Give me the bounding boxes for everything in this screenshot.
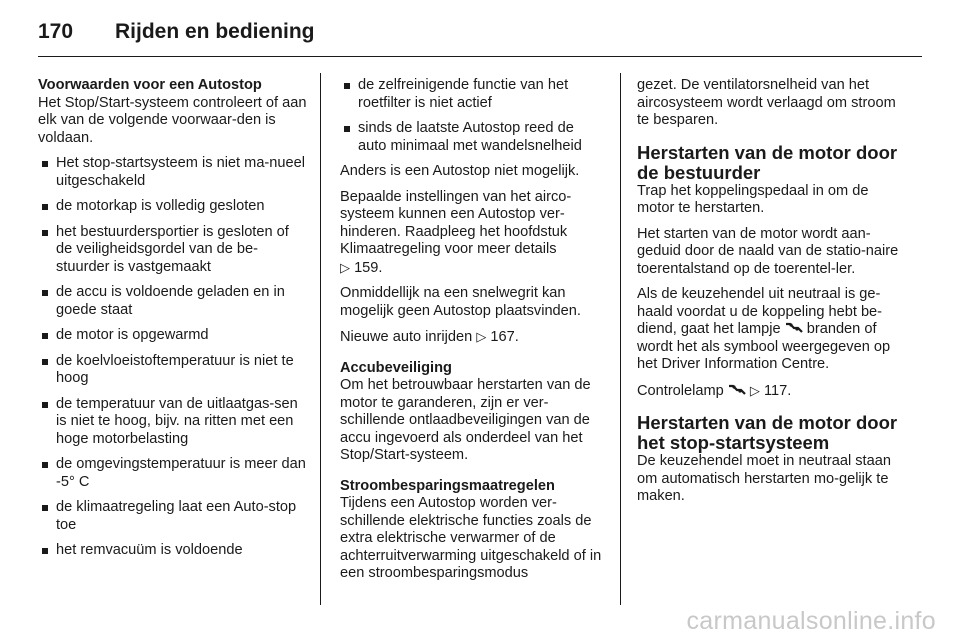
bullet-icon bbox=[344, 126, 350, 132]
watermark: carmanualsonline.info bbox=[686, 607, 936, 635]
reference-arrow-icon: ▷ bbox=[749, 382, 760, 398]
bullet-icon bbox=[42, 462, 48, 468]
list-item: de omgevingstemperatuur is meer dan -5° C bbox=[38, 456, 308, 491]
conditions-list bbox=[38, 155, 308, 560]
list-item: de motorkap is volledig gesloten bbox=[38, 198, 308, 216]
list-item: de accu is voldoende geladen en in goede staat bbox=[38, 284, 308, 319]
list-item: de koelvloeistoftemperatuur is niet te hoog bbox=[38, 353, 308, 388]
list-item: het bestuurdersportier is gesloten of de veiligheidsgordel van de be-stuurder is vastgemaakt bbox=[38, 224, 308, 277]
paragraph: Als de keuzehendel uit neutraal is ge-haald voordat u de koppeling hebt be-diend, gaat het lampje branden of wordt het als symbool weergegeven op het Driver Information Centre. bbox=[637, 286, 891, 372]
list-item: de zelfreinigende functie van het roetfilter is niet actief bbox=[340, 77, 606, 112]
section-heading-auto-restart: Herstarten van de motor door het stop-startsysteem bbox=[637, 412, 898, 453]
page-reference-link[interactable]: 167. bbox=[490, 329, 519, 345]
section-heading-autostop-conditions: Voorwaarden voor een Autostop bbox=[38, 77, 262, 93]
page-title: Rijden en bediening bbox=[115, 20, 315, 43]
page-reference-link[interactable]: 117. bbox=[763, 382, 792, 399]
paragraph: Tijdens een Autostop worden ver-schillende elektrische functies zoals de extra elektrische verwarmer of de achterruitverwarming uitgeschakeld of in een stroombesparingsmodus bbox=[340, 495, 602, 581]
column-divider-1 bbox=[320, 73, 321, 605]
bullet-icon bbox=[42, 290, 48, 296]
paragraph: Onmiddellijk na een snelwegrit kan mogelijk geen Autostop plaatsvinden. bbox=[340, 285, 581, 319]
autostop-lamp-icon bbox=[785, 322, 803, 334]
paragraph: De keuzehendel moet in neutraal staan om automatisch herstarten mo-gelijk te maken. bbox=[637, 453, 891, 504]
bullet-icon bbox=[42, 230, 48, 236]
section-heading-accu: Accubeveiliging bbox=[340, 359, 452, 376]
conditions-intro: Het Stop/Start-systeem controleert of aan elk van de volgende voorwaar-den is voldaan. bbox=[38, 94, 307, 146]
paragraph: Controlelamp ▷ 117. bbox=[637, 382, 792, 399]
header-rule bbox=[38, 56, 922, 57]
page-header bbox=[38, 14, 315, 50]
paragraph: Om het betrouwbaar herstarten van de motor te garanderen, zijn er ver-schillende ontlaadbeveiligingen van de accu ingevoerd als onderdeel van het Stop/Start-systeem. bbox=[340, 377, 591, 463]
bullet-icon bbox=[42, 402, 48, 408]
bullet-icon bbox=[42, 505, 48, 511]
bullet-icon bbox=[42, 359, 48, 365]
column-1 bbox=[38, 77, 308, 568]
list-item: de temperatuur van de uitlaatgas-sen is niet te hoog, bijv. na ritten met een hoge motorbelasting bbox=[38, 396, 308, 449]
list-item: de klimaatregeling laat een Auto-stop toe bbox=[38, 499, 308, 534]
paragraph: Anders is een Autostop niet mogelijk. bbox=[340, 163, 580, 179]
column-divider-2 bbox=[620, 73, 621, 605]
paragraph: Bepaalde instellingen van het airco-systeem kunnen een Autostop ver-hinderen. Raadpleeg het hoofdstuk Klimaatregeling voor meer details ▷ 159. bbox=[340, 188, 572, 276]
list-item: de motor is opgewarmd bbox=[38, 327, 308, 345]
paragraph: Trap het koppelingspedaal in om de motor te herstarten. bbox=[637, 182, 869, 216]
page-number: 170 bbox=[38, 20, 74, 43]
section-heading-power-saving: Stroombesparingsmaatregelen bbox=[340, 477, 555, 494]
reference-arrow-icon: ▷ bbox=[340, 259, 350, 275]
autostop-lamp-icon bbox=[728, 384, 746, 396]
list-item: sinds de laatste Autostop reed de auto minimaal met wandelsnelheid bbox=[340, 120, 606, 155]
list-item: het remvacuüm is voldoende bbox=[38, 542, 308, 560]
bullet-icon bbox=[42, 204, 48, 210]
paragraph: gezet. De ventilatorsnelheid van het aircosysteem wordt verlaagd om stroom te besparen. bbox=[637, 77, 896, 128]
column-2 bbox=[340, 77, 606, 591]
bullet-icon bbox=[344, 83, 350, 89]
paragraph: Het starten van de motor wordt aan-geduid door de naald van de statio-naire toerentalstand op de toerentel-ler. bbox=[637, 225, 899, 277]
bullet-icon bbox=[42, 333, 48, 339]
reference-arrow-icon: ▷ bbox=[476, 329, 487, 344]
section-heading-driver-restart: Herstarten van de motor door de bestuurder bbox=[637, 141, 898, 183]
list-item: Het stop-startsysteem is niet ma-nueel uitgeschakeld bbox=[38, 155, 308, 190]
conditions-list-continued bbox=[340, 77, 606, 155]
bullet-icon bbox=[42, 161, 48, 167]
bullet-icon bbox=[42, 548, 48, 554]
column-3 bbox=[637, 77, 907, 514]
paragraph: Nieuwe auto inrijden ▷ 167. bbox=[340, 329, 519, 345]
page-reference-link[interactable]: 159. bbox=[354, 259, 383, 276]
